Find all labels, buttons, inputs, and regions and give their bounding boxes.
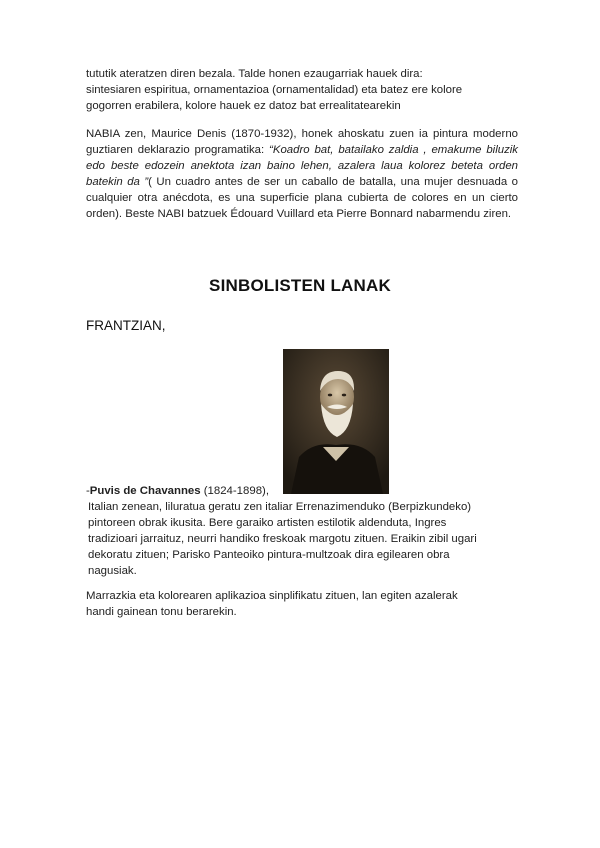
style-paragraph (86, 588, 526, 620)
artist-years: (1824-1898), (200, 485, 269, 497)
bio-line: Italian zenean, liluratua geratu zen italiar Errenazimenduko (Berpizkundeko) (88, 501, 472, 513)
portrait-photo-icon (283, 349, 389, 494)
nabis-quote: “Koadro bat, batailako zaldia , emakume biluzik edo beste edozein anektota izan baino lehen, azalera laua kolorez beteta orden batekin da ” (86, 144, 518, 188)
nabis-tail: ( Un cuadro antes de ser un caballo de batalla, una mujer desnuada o cualquier otra anécdota, es una superficie plana cubierta de colores en un cierto orden). Beste NABI batzuek Édouard Vuillard eta Pierre Bonnard nabarmendu ziren. (86, 176, 518, 220)
style-line: handi gainean tonu berarekin. (86, 606, 237, 618)
bio-line: dekoratu zituen; Parisko Panteoiko pintura-multzoak dira egilearen obra (88, 549, 450, 561)
style-line: Marrazkia eta kolorearen aplikazioa sinplifikatu zituen, lan egiten azalerak (86, 590, 458, 602)
artist-dash: - (86, 485, 90, 497)
bio-paragraph (88, 499, 528, 579)
intro-line: gogorren erabilera, kolore hauek ez datoz bat errealitatearekin (86, 100, 401, 112)
artist-name: Puvis de Chavannes (89, 485, 201, 497)
intro-line: sintesiaren espiritua, ornamentazioa (ornamentalidad) eta batez ere kolore (86, 84, 463, 96)
nabis-lead: NABIA zen, Maurice Denis (1870-1932), honek ahoskatu zuen ia pintura moderno guztiaren deklarazio programatika: (86, 128, 518, 156)
intro-paragraph (86, 66, 526, 114)
section-heading: SINBOLISTEN LANAK (209, 276, 391, 295)
bio-line: nagusiak. (88, 565, 137, 577)
bio-line: pintoreen obrak ikusita. Bere garaiko artisten estilotik aldenduta, Ingres (88, 517, 447, 529)
artist-portrait (283, 349, 389, 494)
bio-line: tradizioari jarraituz, neurri handiko freskoak margotu zituen. Eraikin zibil ugari (88, 533, 477, 545)
nabis-paragraph (86, 126, 518, 222)
intro-line: tututik ateratzen diren bezala. Talde honen ezaugarriak hauek dira: (86, 68, 423, 80)
artist-caption (86, 483, 269, 499)
section-subheading: FRANTZIAN, (86, 318, 166, 333)
